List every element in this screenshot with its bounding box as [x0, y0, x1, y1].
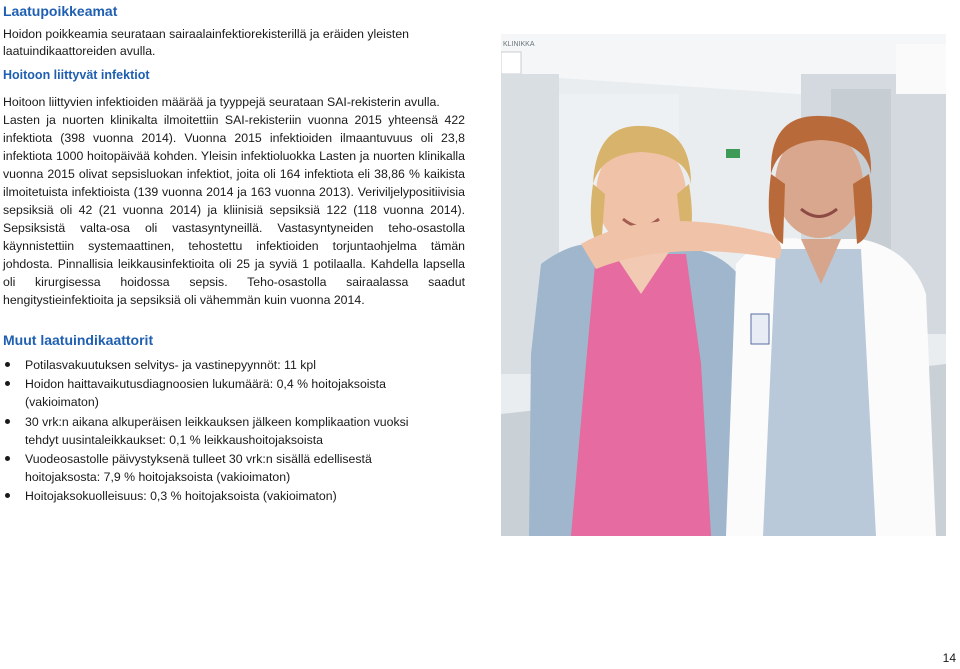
indicator-list — [3, 356, 443, 507]
list-item-text: Hoitojaksokuolleisuus: 0,3 % hoitojaksoista (vakioimaton) — [25, 489, 337, 504]
list-item — [3, 413, 443, 449]
paragraph-laatupoikkeamat: Hoidon poikkeamia seurataan sairaalainfektiorekisterillä ja eräiden yleisten laatuindikaattoreiden avulla. — [3, 27, 410, 58]
list-item — [3, 375, 443, 411]
bullet-icon — [5, 381, 10, 386]
paragraph-infektiot-body: Lasten ja nuorten klinikalta ilmoitettiin SAI-rekisteriin vuonna 2015 yhteensä 422 infektiota (398 vuonna 2014). Vuonna 2015 infektioiden ilmaantuvuus oli 23,8 infektiota 1000 hoitopäivää kohden. Yleisin infektioluokka Lasten ja nuorten klinikalla vuonna 2015 olivat sepsisluokan infektiot, joita oli 164 infektiota eli 38,86 % kaikista ilmoitetuista infektioista (139 vuonna 2014 ja 163 vuonna 2013). Veriviljelypositiivisia sepsiksiä oli 42 (21 vuonna 2014) ja kliinisiä sepsiksiä 122 (118 vuonna 2014). Sepsiksistä valta-osa oli vastasyntyneillä. Vastasyntyneiden teho-osastolla käynnistettiin systemaattinen, tehostettu infektioiden torjuntaohjelma tämän johdosta. Pinnallisia leikkausinfektioita oli 25 ja syviä 1 potilaalla. Kahdella lapsella oli kirurgisessa hoidossa sepsis. Teho-osastolla sairaalassa saadut hengitystieinfektioita ja sepsiksiä oli vähemmän kuin vuonna 2014. — [3, 113, 465, 307]
list-item-text: Potilasvakuutuksen selvitys- ja vastinepyynnöt: 11 kpl — [25, 358, 316, 372]
list-item-text: 30 vrk:n aikana alkuperäisen leikkauksen jälkeen komplikaation vuoksi tehdyt uusintaleikkaukset: 0,1 % leikkaushoitojaksoista — [25, 414, 409, 447]
bullet-icon — [5, 362, 10, 367]
list-item-text: Hoidon haittavaikutusdiagnoosien lukumäärä: 0,4 % hoitojaksoista (vakioimaton) — [25, 377, 386, 410]
bullet-icon — [5, 493, 10, 498]
exit-sign-icon — [726, 149, 740, 158]
list-item — [3, 450, 443, 486]
list-item-text: Vuodeosastolle päivystyksenä tulleet 30 vrk:n sisällä edellisestä hoitojaksosta: 7,9 % hoitojaksoista (vakioimaton) — [25, 452, 372, 485]
page-number: 14 — [942, 651, 956, 665]
sign-text: KLINIKKA — [503, 41, 535, 48]
heading-muut-laatuindikaattorit: Muut laatuindikaattorit — [3, 332, 154, 348]
bullet-icon — [5, 456, 10, 461]
bullet-icon — [5, 419, 10, 424]
list-item — [3, 487, 443, 505]
nurses-illustration — [501, 34, 946, 536]
heading-hoitoon-liittyvat-infektiot: Hoitoon liittyvät infektiot — [3, 68, 150, 82]
heading-laatupoikkeamat: Laatupoikkeamat — [3, 3, 118, 19]
list-item — [3, 356, 443, 374]
paragraph-infektiot-intro: Hoitoon liittyvien infektioiden määrää ja tyyppejä seurataan SAI-rekisterin avulla. — [3, 95, 440, 109]
nurses-photo — [501, 34, 946, 536]
